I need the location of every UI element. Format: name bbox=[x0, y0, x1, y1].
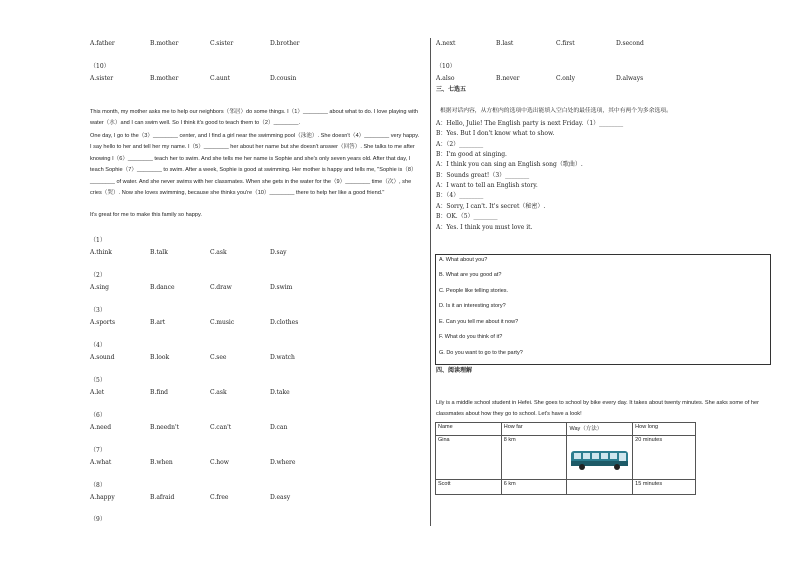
dialogue-line: B：I'm good at singing. bbox=[436, 151, 507, 158]
dialogue-line: B：OK.（5）________ bbox=[436, 213, 498, 220]
dialogue-line: A：Yes. I think you must love it. bbox=[436, 224, 533, 231]
dialogue-line: A：I want to tell an English story. bbox=[436, 182, 538, 189]
cloze-passage-para3: It's great for me to make this family so happy. bbox=[90, 212, 202, 218]
question-number: （2） bbox=[90, 272, 106, 279]
option-c: C.free bbox=[210, 494, 229, 501]
table-row bbox=[436, 436, 696, 480]
option-d: D.always bbox=[616, 75, 644, 82]
option-a: A.what bbox=[90, 459, 112, 466]
option-c: C.first bbox=[556, 40, 575, 47]
transport-table bbox=[435, 422, 696, 495]
question-number: （10） bbox=[90, 63, 110, 70]
option-d: D.where bbox=[270, 459, 296, 466]
option-d: D.cousin bbox=[270, 75, 297, 82]
option-c: C.can't bbox=[210, 424, 232, 431]
option-d: D.brother bbox=[270, 40, 300, 47]
option-a: A.sing bbox=[90, 284, 109, 291]
box-option: D. Is it an interesting story? bbox=[439, 303, 506, 309]
box-option: B. What are you good at? bbox=[439, 272, 502, 278]
options-box bbox=[435, 254, 771, 365]
option-a: A.think bbox=[90, 249, 112, 256]
box-option: A. What about you? bbox=[439, 257, 488, 263]
option-a: A.let bbox=[90, 389, 105, 396]
dialogue-line: B：Yes. But I don't know what to show. bbox=[436, 130, 555, 137]
table-cell: 6 km bbox=[501, 480, 567, 495]
question-number: （7） bbox=[90, 447, 106, 454]
option-c: C.only bbox=[556, 75, 576, 82]
question-number: （4） bbox=[90, 342, 106, 349]
section-title: 三、七选五 bbox=[436, 86, 467, 93]
reading-intro: Lily is a middle school student in Hefei. She goes to school by bike every day. It takes about twenty minutes. She asks some of her classmates about how they go to school. Let's have a look! bbox=[436, 400, 759, 417]
option-b: B.find bbox=[150, 389, 169, 396]
option-a: A.also bbox=[436, 75, 455, 82]
question-number: （6） bbox=[90, 412, 106, 419]
table-header: Way（方法） bbox=[567, 423, 633, 436]
dialogue-line: A：（2）________ bbox=[436, 141, 484, 148]
dialogue-line: A：Sorry, I can't. It's secret（秘密）. bbox=[436, 203, 546, 210]
option-b: B.mother bbox=[150, 40, 179, 47]
dialogue-line: B：Sounds great!（3）________ bbox=[436, 172, 530, 179]
table-header: How long bbox=[633, 423, 696, 436]
option-b: B.needn't bbox=[150, 424, 180, 431]
option-c: C.draw bbox=[210, 284, 232, 291]
dialogue-line: A：I think you can sing an English song（歌曲）. bbox=[436, 161, 583, 168]
option-d: D.watch bbox=[270, 354, 295, 361]
option-a: A.father bbox=[90, 40, 115, 47]
option-c: C.aunt bbox=[210, 75, 231, 82]
option-b: B.never bbox=[496, 75, 520, 82]
option-d: D.easy bbox=[270, 494, 291, 501]
option-b: B.dance bbox=[150, 284, 175, 291]
option-b: B.when bbox=[150, 459, 173, 466]
table-cell: Scott bbox=[436, 480, 502, 495]
table-cell: 15 minutes bbox=[633, 480, 696, 495]
option-d: D.say bbox=[270, 249, 287, 256]
option-a: A.sports bbox=[90, 319, 116, 326]
section-instruction: 根据对话内容，从方框内的选项中选出能填入空白处的最佳选项，其中有两个为多余选项。 bbox=[440, 108, 672, 114]
cloze-passage-para2: One day, I go to the（3）________ center, and I find a girl near the swimming pool（泳池）. She doesn't（4）________ very happy. I say hello to her and tell her my name. I（5）________ her about her name but she doesn't answer（回答）. She talks to me after knowing I（6）________ teach her to swim. And she tells me her name is Sophie and she's only seven years old. After that day, I teach Sophie（7）________ to swim. After a week, Sophie is good at swimming. Her mother is happy and tells me, "Sophie is（8）________ of water. And she never swims with her classmates. When she gets in the water for the（9）________ time（次）, she cries（哭）. Now she loves swimming, because she thinks you're（10）________ there to help her like a good friend." bbox=[90, 133, 420, 197]
option-a: A.next bbox=[436, 40, 456, 47]
question-number: （3） bbox=[90, 307, 106, 314]
table-cell: 20 minutes bbox=[633, 436, 696, 480]
question-number: （10） bbox=[436, 63, 456, 70]
table-cell-way bbox=[567, 436, 633, 480]
question-number: （9） bbox=[90, 516, 106, 523]
column-divider bbox=[430, 38, 431, 526]
option-b: B.talk bbox=[150, 249, 168, 256]
box-option: G. Do you want to go to the party? bbox=[439, 350, 523, 356]
dialogue-line: B：（4）________ bbox=[436, 192, 484, 199]
option-d: D.clothes bbox=[270, 319, 299, 326]
option-c: C.ask bbox=[210, 389, 227, 396]
option-a: A.sister bbox=[90, 75, 114, 82]
option-c: C.sister bbox=[210, 40, 234, 47]
option-c: C.see bbox=[210, 354, 227, 361]
bus-image bbox=[570, 449, 630, 471]
option-d: D.second bbox=[616, 40, 644, 47]
option-a: A.happy bbox=[90, 494, 115, 501]
table-header: How far bbox=[501, 423, 567, 436]
question-number: （1） bbox=[90, 237, 106, 244]
option-b: B.look bbox=[150, 354, 170, 361]
option-b: B.mother bbox=[150, 75, 179, 82]
option-c: C.ask bbox=[210, 249, 227, 256]
option-a: A.sound bbox=[90, 354, 115, 361]
table-row bbox=[436, 480, 696, 495]
option-a: A.need bbox=[90, 424, 112, 431]
option-c: C.how bbox=[210, 459, 229, 466]
option-d: D.swim bbox=[270, 284, 293, 291]
option-d: D.take bbox=[270, 389, 290, 396]
box-option: C. People like telling stories. bbox=[439, 288, 509, 294]
table-header: Name bbox=[436, 423, 502, 436]
option-b: B.last bbox=[496, 40, 514, 47]
section-title: 四、阅读理解 bbox=[436, 367, 473, 374]
table-cell: 8 km bbox=[501, 436, 567, 480]
table-cell: Gina bbox=[436, 436, 502, 480]
cloze-passage-para1: This month, my mother asks me to help our neighbors（邻居）do some things. I（1）________ about what to do. I love playing with water（水）and I can swim well. So I think it's good to teach them to（2）________. bbox=[90, 109, 419, 127]
question-number: （8） bbox=[90, 482, 106, 489]
box-option: F. What do you think of it? bbox=[439, 334, 503, 340]
table-header-row bbox=[436, 423, 696, 436]
box-option: E. Can you tell me about it now? bbox=[439, 319, 519, 325]
dialogue-line: A：Hello, Julie! The English party is next Friday.（1）________ bbox=[436, 120, 624, 127]
table-cell bbox=[567, 480, 633, 495]
question-number: （5） bbox=[90, 377, 106, 384]
option-d: D.can bbox=[270, 424, 288, 431]
option-b: B.afraid bbox=[150, 494, 175, 501]
option-b: B.art bbox=[150, 319, 166, 326]
option-c: C.music bbox=[210, 319, 235, 326]
